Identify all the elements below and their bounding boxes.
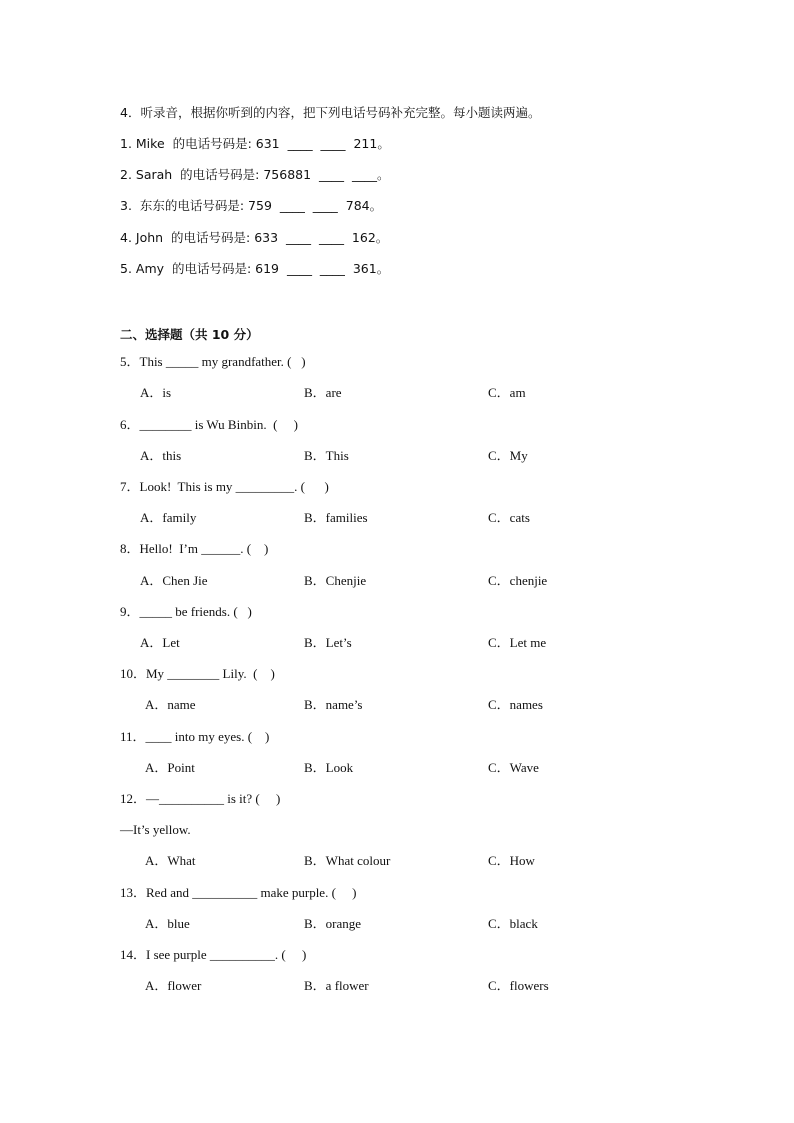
phone-item: 1. Mike 的电话号码是: 631 ____ ____ 211。 xyxy=(120,136,390,151)
option-b: B．a flower xyxy=(304,978,369,993)
option-b: B．name’s xyxy=(304,697,363,712)
option-b: B．What colour xyxy=(304,853,391,868)
option-c: C．Wave xyxy=(488,760,539,775)
option-b: B．orange xyxy=(304,916,362,931)
option-a: A．Chen Jie xyxy=(140,573,208,588)
question-stem: 9．_____ be friends. ( ) xyxy=(120,604,252,619)
section-title: 二、选择题（共 10 分） xyxy=(120,327,259,342)
option-b: B．Let’s xyxy=(304,635,352,650)
option-b: B．families xyxy=(304,510,368,525)
question-stem: 6．________ is Wu Binbin. ( ) xyxy=(120,417,298,432)
option-c: C．My xyxy=(488,448,528,463)
question-stem: 12．—__________ is it? ( ) xyxy=(120,791,281,806)
question-stem: 11．____ into my eyes. ( ) xyxy=(120,729,270,744)
option-a: A．name xyxy=(145,697,196,712)
option-a: A．family xyxy=(140,510,197,525)
option-a: A．Point xyxy=(145,760,195,775)
option-b: B．Chenjie xyxy=(304,573,367,588)
option-b: B．are xyxy=(304,385,342,400)
option-c: C．cats xyxy=(488,510,530,525)
option-a: A．Let xyxy=(140,635,180,650)
option-c: C．flowers xyxy=(488,978,549,993)
option-a: A．What xyxy=(145,853,196,868)
phone-item: 5. Amy 的电话号码是: 619 ____ ____ 361。 xyxy=(120,261,390,276)
option-c: C．black xyxy=(488,916,538,931)
question-stem: 13．Red and __________ make purple. ( ) xyxy=(120,885,357,900)
option-c: C．How xyxy=(488,853,535,868)
option-a: A．flower xyxy=(145,978,202,993)
option-c: C．Let me xyxy=(488,635,547,650)
phone-item: 3. 东东的电话号码是: 759 ____ ____ 784。 xyxy=(120,198,383,213)
dialogue-reply: —It’s yellow. xyxy=(120,822,191,837)
listening-instruction: 4．听录音，根据你听到的内容，把下列电话号码补充完整。每小题读两遍。 xyxy=(120,105,541,120)
option-c: C．am xyxy=(488,385,526,400)
question-stem: 14．I see purple __________. ( ) xyxy=(120,947,307,962)
question-stem: 7．Look! This is my _________. ( ) xyxy=(120,479,329,494)
phone-item: 4. John 的电话号码是: 633 ____ ____ 162。 xyxy=(120,230,389,245)
option-b: B．This xyxy=(304,448,349,463)
option-a: A．is xyxy=(140,385,172,400)
question-stem: 5．This _____ my grandfather. ( ) xyxy=(120,354,306,369)
question-stem: 8．Hello! I’m ______. ( ) xyxy=(120,541,269,556)
option-b: B．Look xyxy=(304,760,354,775)
option-c: C．names xyxy=(488,697,543,712)
question-stem: 10．My ________ Lily. ( ) xyxy=(120,666,275,681)
option-a: A．this xyxy=(140,448,182,463)
phone-item: 2. Sarah 的电话号码是: 756881 ____ ____。 xyxy=(120,167,390,182)
option-a: A．blue xyxy=(145,916,190,931)
option-c: C．chenjie xyxy=(488,573,548,588)
